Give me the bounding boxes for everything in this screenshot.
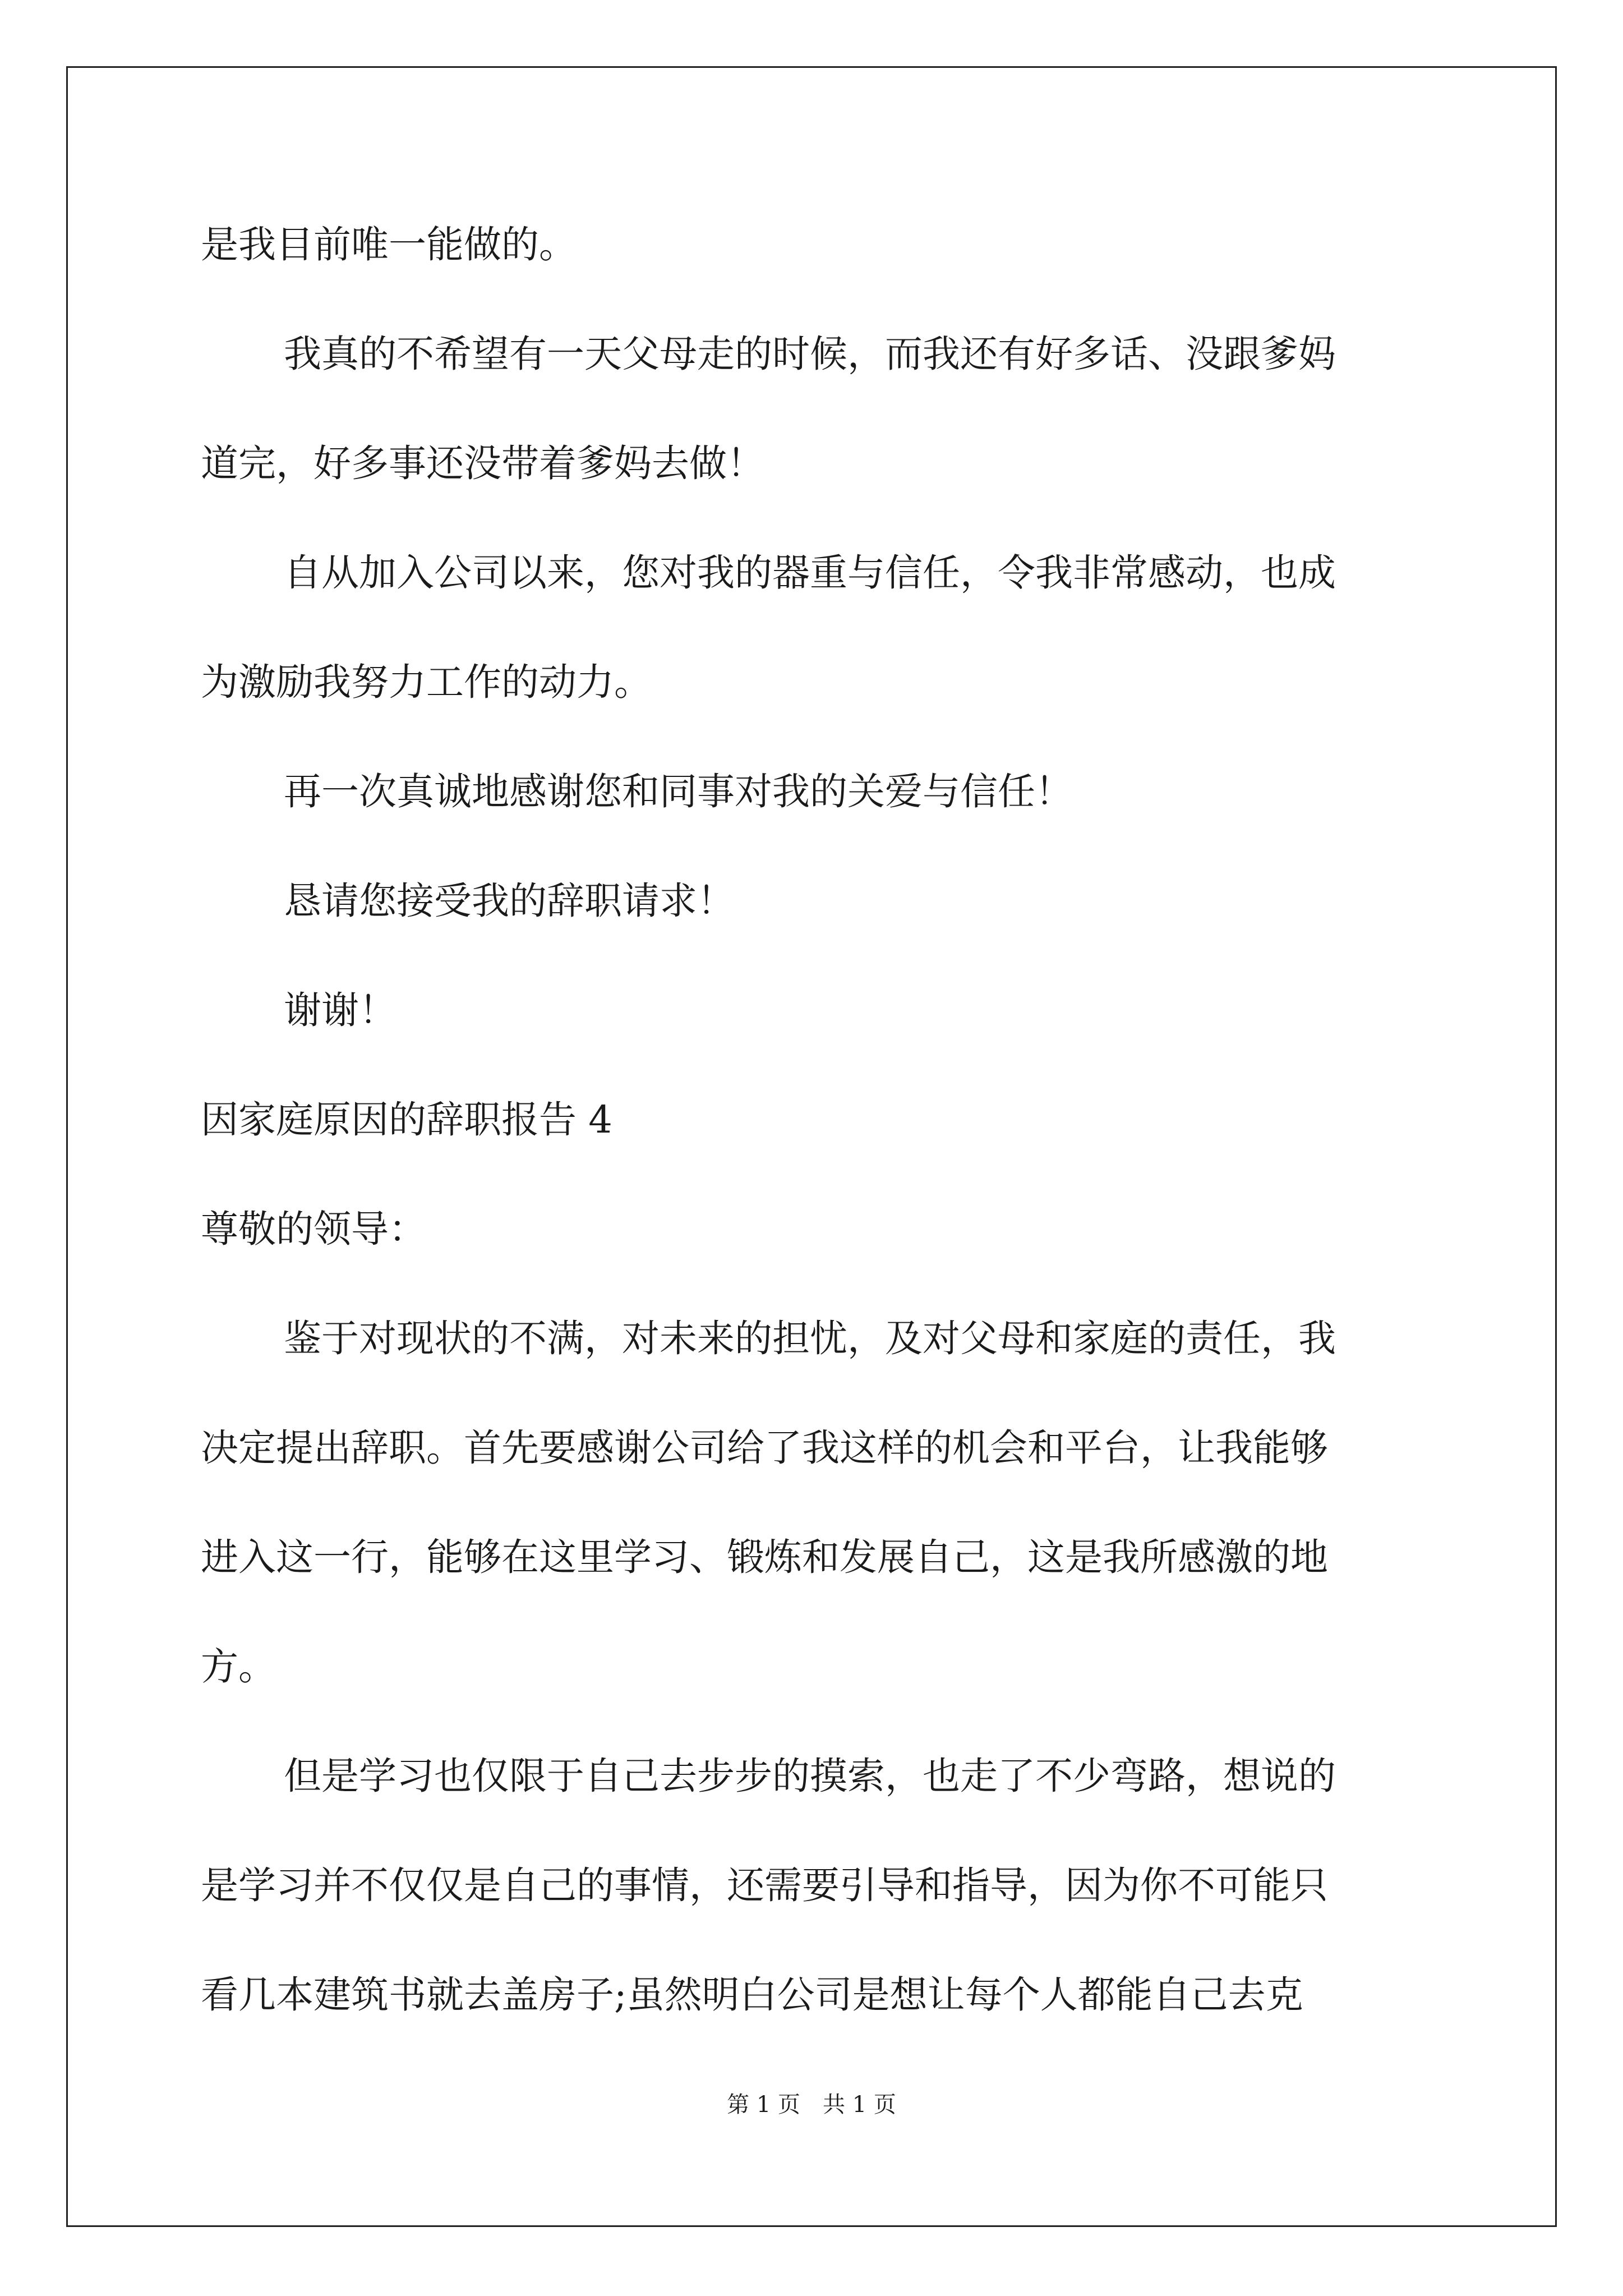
paragraph-line: 但是学习也仅限于自己去步步的摸索，也走了不少弯路，想说的 bbox=[284, 1754, 1336, 1798]
text-line: 为激励我努力工作的动力。 bbox=[201, 660, 652, 704]
text-line: 决定提出辞职。首先要感谢公司给了我这样的机会和平台，让我能够 bbox=[201, 1426, 1328, 1470]
section-title: 因家庭原因的辞职报告 4 bbox=[201, 1098, 612, 1142]
text-line: 看几本建筑书就去盖房子;虽然明白公司是想让每个人都能自己去克 bbox=[201, 1973, 1303, 2017]
text-line: 是我目前唯一能做的。 bbox=[201, 223, 577, 266]
text-line: 是学习并不仅仅是自己的事情，还需要引导和指导，因为你不可能只 bbox=[201, 1864, 1328, 1907]
paragraph-line: 恳请您接受我的辞职请求！ bbox=[284, 879, 735, 923]
paragraph-line: 我真的不希望有一天父母走的时候，而我还有好多话、没跟爹妈 bbox=[284, 332, 1336, 376]
salutation: 尊敬的领导： bbox=[201, 1207, 426, 1251]
paragraph-line: 再一次真诚地感谢您和同事对我的关爱与信任！ bbox=[284, 770, 1073, 813]
page-number-footer: 第 1 页 共 1 页 bbox=[727, 2092, 896, 2118]
text-line: 进入这一行，能够在这里学习、锻炼和发展自己，这是我所感激的地 bbox=[201, 1535, 1328, 1579]
paragraph-line: 谢谢！ bbox=[284, 988, 396, 1032]
paragraph-line: 鉴于对现状的不满，对未来的担忧，及对父母和家庭的责任，我 bbox=[284, 1317, 1336, 1360]
text-line: 道完，好多事还没带着爹妈去做！ bbox=[201, 441, 764, 485]
paragraph-line: 自从加入公司以来，您对我的器重与信任，令我非常感动，也成 bbox=[284, 551, 1336, 595]
text-line: 方。 bbox=[201, 1645, 276, 1688]
